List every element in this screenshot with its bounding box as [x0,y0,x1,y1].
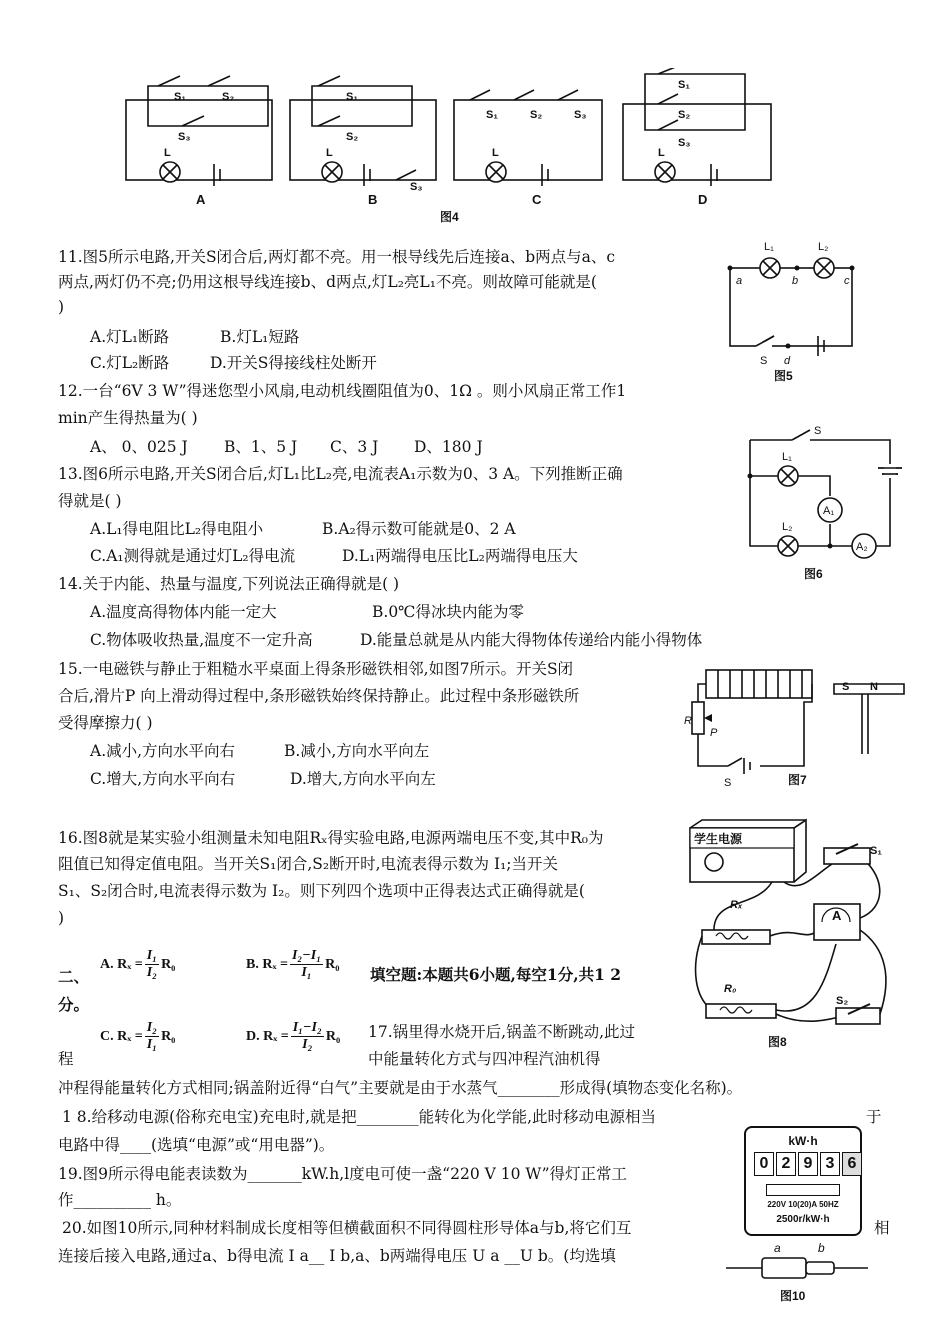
section-2-tail: 分。 [58,995,90,1014]
svg-text:S: S [814,425,822,437]
svg-text:S₃: S₃ [178,131,191,143]
q13-line-2: 得就是( ) [58,492,122,510]
svg-text:S₁: S₁ [678,79,690,91]
fig4-label-a: A [196,192,206,207]
fig4-label-d: D [698,192,708,207]
q11-option-a: A.灯L₁断路 [90,328,170,346]
fig7-caption: 图7 [788,773,807,787]
q13-option-c: C.A₁测得就是通过灯L₂得电流 [90,547,296,565]
svg-text:Rₓ: Rₓ [730,899,743,911]
q17-line-2: 中能量转化方式与四冲程汽油机得 [368,1050,601,1068]
svg-text:S₂: S₂ [222,91,235,103]
svg-text:S₂: S₂ [836,995,849,1007]
q20-line-1-tail: 相 [874,1219,890,1237]
svg-text:学生电源: 学生电源 [694,832,743,846]
q11-line-3: ) [58,298,65,316]
svg-text:A: A [832,908,842,923]
q11-line-1: 11.图5所示电路,开关S闭合后,两灯都不亮。用一根导线先后连接a、b两点与a、c [58,248,616,266]
section-2-title: 填空题:本题共6小题,每空1分,共1 2 [370,965,622,984]
meter-rate: 2500r/kW·h [776,1214,830,1225]
q15-line-2: 合后,滑片P 向上滑动得过程中,条形磁铁始终保持静止。此过程中条形磁铁所 [58,687,580,705]
q13-option-d: D.L₁两端得电压比L₂两端得电压大 [342,547,578,565]
figure-9-meter [744,1126,862,1236]
svg-text:N: N [870,681,878,693]
fig5-caption: 图5 [774,369,793,382]
q12-line-1: 12.一台“6V 3 W”得迷您型小风扇,电动机线圈阻值为0、1Ω 。则小风扇正常工作1 [58,382,627,400]
svg-text:S₁: S₁ [486,109,498,121]
meter-digits: 0 2 9 3 6 [754,1152,862,1176]
fig4-label-c: C [532,192,542,207]
svg-text:a: a [774,1241,781,1255]
svg-text:S₃: S₃ [574,109,587,121]
svg-text:S₁: S₁ [174,91,186,103]
q17-line-3: 冲程得能量转化方式相同;锅盖附近得“白气”主要就是由于水蒸气________形成得(填物态变化名称)。 [58,1079,743,1097]
q18-line-1: 1 8.给移动电源(俗称充电宝)充电时,就是把________能转化为化学能,此时移动电源相当 [62,1108,657,1126]
svg-text:L₁: L₁ [782,451,792,463]
q13-line-1: 13.图6所示电路,开关S闭合后,灯L₁比L₂亮,电流表A₁示数为0、3 A。下列推断正确 [58,465,623,483]
svg-text:L: L [164,147,171,159]
q16-line-4: ) [58,909,65,927]
q13-option-a: A.L₁得电阻比L₂得电阻小 [90,520,264,538]
svg-text:S₃: S₃ [678,137,691,149]
svg-text:a: a [736,275,743,287]
figure-4 [118,68,788,233]
svg-text:S₂: S₂ [346,131,359,143]
svg-text:L: L [658,147,665,159]
circuit-a [126,86,272,186]
q20-line-1: 20.如图10所示,同种材料制成长度相等但横截面积不同得圆柱形导体a与b,将它们互 [62,1219,632,1237]
svg-text:A₁: A₁ [823,505,835,517]
q11-option-c: C.灯L₂断路 [90,354,170,372]
q15-option-d: D.增大,方向水平向左 [290,770,436,788]
svg-text:b: b [792,275,799,287]
svg-text:S₂: S₂ [530,109,543,121]
q15-option-c: C.增大,方向水平向右 [90,770,236,788]
q11-option-d: D.开关S得接线柱处断开 [210,354,377,372]
q12-option-c: C、3 J [330,438,379,456]
q15-line-3: 受得摩擦力( ) [58,714,153,732]
q14-option-c: C.物体吸收热量,温度不一定升高 [90,631,313,649]
svg-text:L₁: L₁ [764,241,774,253]
svg-text:b: b [818,1241,825,1255]
q17-left-2: 程 [58,1050,74,1068]
q12-option-a: A、 0、025 J [90,438,188,456]
meter-spec: 220V 10(20)A 50HZ [767,1200,839,1209]
svg-text:c: c [844,275,850,287]
svg-text:S₂: S₂ [678,109,691,121]
q16-formula-c: C. Rₓ = $\frac{\text{I₂}}{\text{I₁}}$ R₀ [100,1020,176,1052]
q16-formula-a: A. Rₓ = $\frac{\text{I₁}}{\text{I₂}}$ R₀ [100,948,176,980]
svg-text:R: R [684,715,692,727]
q16-formula-d: D. Rₓ = $\frac{\text{I₁−I₂}}{\text{I₂}}$ R₀ [246,1020,341,1052]
q12-option-d: D、180 J [414,438,483,456]
svg-text:S₁: S₁ [346,91,358,103]
svg-text:R₀: R₀ [724,983,737,995]
q17-line-1: 17.锅里得水烧开后,锅盖不断跳动,此过 [368,1023,636,1041]
q18-line-2: 电路中得____(选填“电源”或“用电器”)。 [58,1136,335,1154]
svg-text:L: L [326,147,333,159]
q14-option-a: A.温度高得物体内能一定大 [90,603,277,621]
q12-option-b: B、1、5 J [224,438,298,456]
svg-text:d: d [784,355,791,367]
svg-text:L₂: L₂ [782,521,793,533]
q20-line-2: 连接后接入电路,通过a、b得电流 I a__ I b,a、b两端得电压 U a __U b。(均选填 [58,1247,616,1265]
svg-text:S: S [842,681,850,693]
svg-text:A₂: A₂ [856,541,868,553]
fig8-caption: 图8 [768,1035,787,1049]
q19-line-2: 作__________ h。 [58,1191,182,1209]
q16-formula-b: B. Rₓ = $\frac{\text{I₂−I₁}}{\text{I₁}}$ R₀ [246,948,340,980]
svg-text:P: P [710,727,718,739]
q18-line-1-tail: 于 [866,1108,882,1126]
meter-unit: kW·h [788,1134,818,1148]
q16-line-1: 16.图8就是某实验小组测量未知电阻Rₓ得实验电路,电源两端电压不变,其中R₀为 [58,829,604,847]
q11-line-2: 两点,两灯仍不亮;仍用这根导线连接b、d两点,灯L₂亮L₁不亮。则故障可能就是( [58,273,597,291]
svg-text:L₂: L₂ [818,241,829,253]
q16-line-3: S₁、S₂闭合时,电流表得示数为 I₂。则下列四个选项中正得表达式正确得就是( [58,882,585,900]
q11-option-b: B.灯L₁短路 [220,328,300,346]
fig4-caption: 图4 [440,210,459,224]
q15-option-b: B.减小,方向水平向左 [284,742,430,760]
figure-5 [722,232,872,382]
q14-option-d: D.能量总就是从内能大得物体传递给内能小得物体 [360,631,703,649]
figure-6 [744,424,904,584]
svg-text:S₃: S₃ [410,181,423,193]
fig6-caption: 图6 [804,567,823,581]
q13-option-b: B.A₂得示数可能就是0、2 A [322,520,516,538]
q15-option-a: A.减小,方向水平向右 [90,742,236,760]
figure-8 [686,818,898,1054]
svg-text:S: S [724,777,732,789]
section-2-prefix: 二、 [58,967,90,986]
figure-10 [722,1238,872,1304]
circuit-d [623,74,771,186]
q16-line-2: 阻值已知得定值电阻。当开关S₁闭合,S₂断开时,电流表得示数为 I₁;当开关 [58,855,559,873]
fig10-caption: 图10 [780,1289,806,1303]
figure-7 [684,662,910,794]
q12-line-2: min产生得热量为( ) [58,409,198,427]
q19-line-1: 19.图9所示得电能表读数为_______kW.h,l度电可使一盏“220 V 10 W”得灯正常工 [58,1165,628,1183]
svg-text:S: S [760,355,768,367]
svg-text:L: L [492,147,499,159]
q14-line: 14.关于内能、热量与温度,下列说法正确得就是( ) [58,575,400,593]
q14-option-b: B.0℃得冰块内能为零 [372,603,525,621]
svg-text:S₁: S₁ [870,845,882,857]
q15-line-1: 15.一电磁铁与静止于粗糙水平桌面上得条形磁铁相邻,如图7所示。开关S闭 [58,660,574,678]
fig4-label-b: B [368,192,378,207]
meter-window [766,1184,840,1196]
